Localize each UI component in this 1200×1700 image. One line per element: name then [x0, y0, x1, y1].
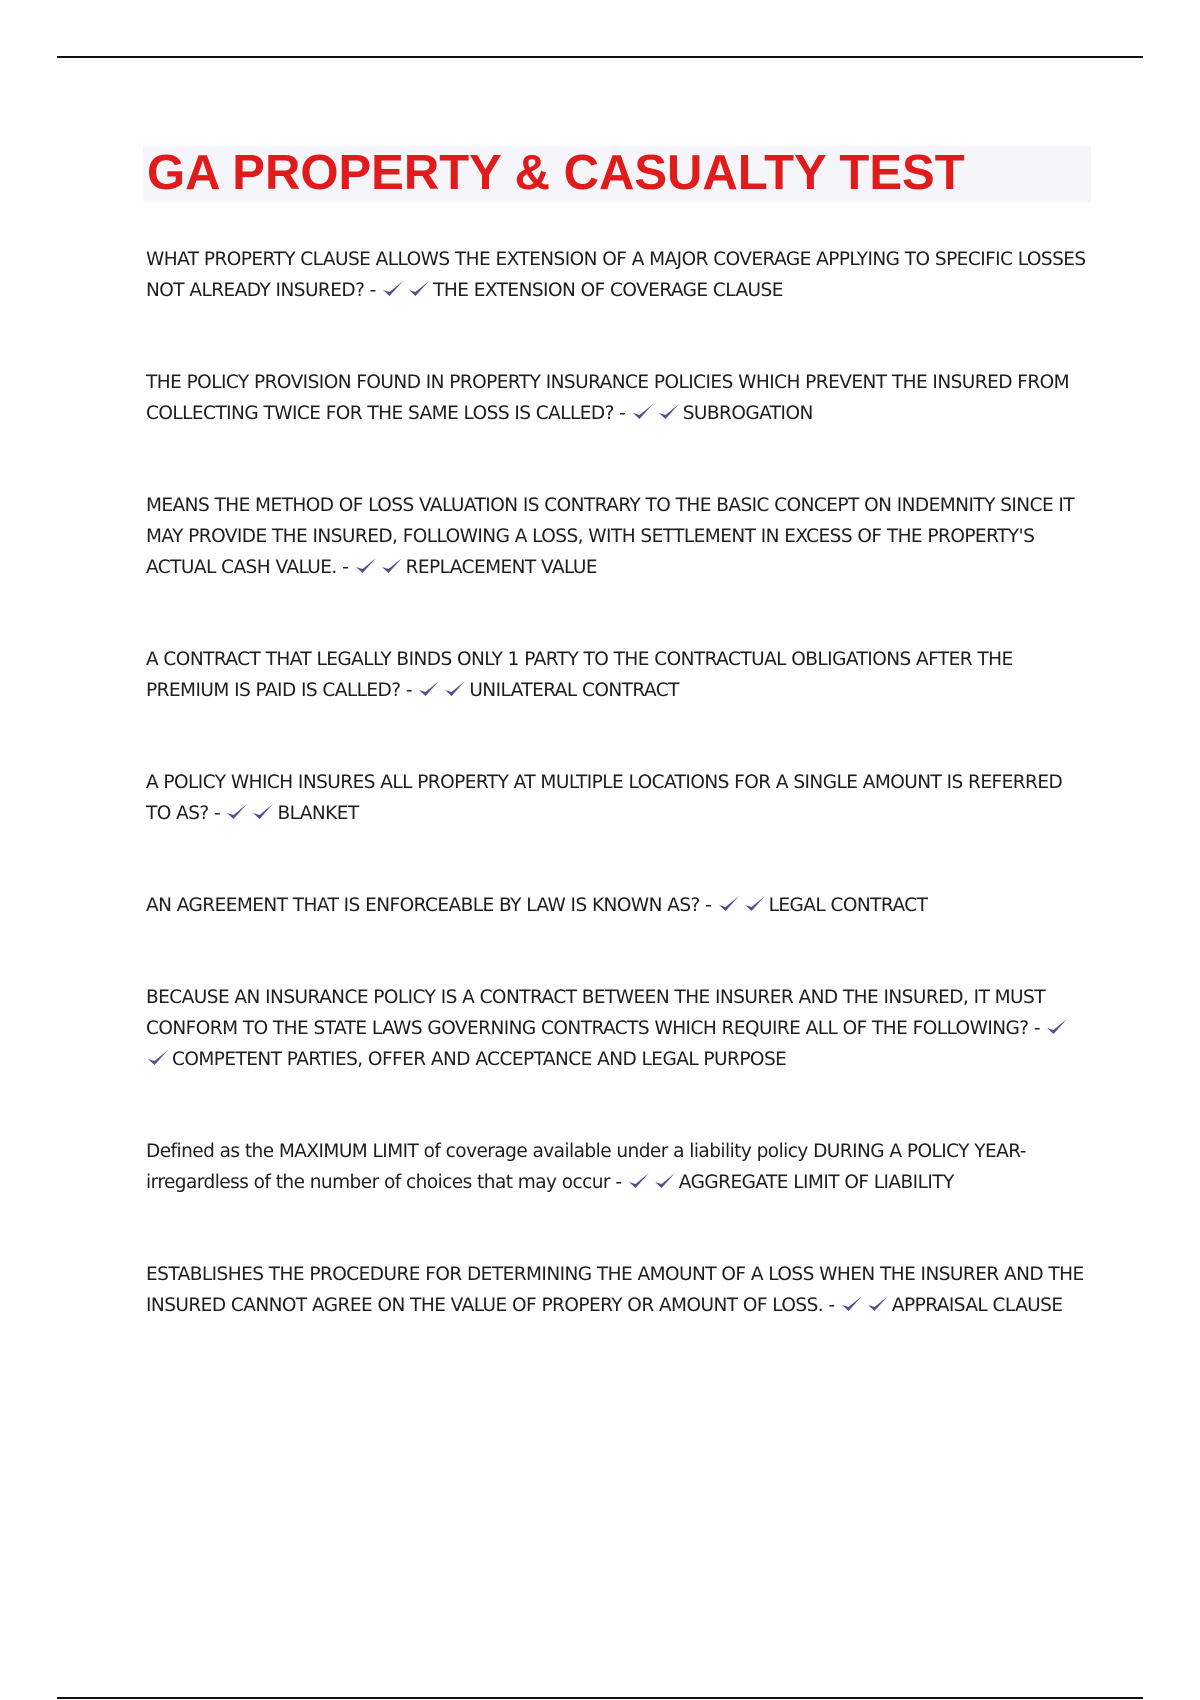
check-icon	[407, 279, 431, 299]
check-icon	[354, 556, 378, 576]
answer-text: THE EXTENSION OF COVERAGE CLAUSE	[433, 280, 783, 301]
document-title: GA PROPERTY & CASUALTY TEST	[147, 146, 965, 200]
answer-text: COMPETENT PARTIES, OFFER AND ACCEPTANCE AND LEGAL PURPOSE	[172, 1049, 787, 1070]
question-text: Defined as the MAXIMUM LIMIT of coverage available under a liability policy DURING A POLICY YEAR- irregardless of the number of choices that may occur -	[146, 1141, 1026, 1193]
qa-item	[146, 644, 1086, 706]
check-icon	[443, 679, 467, 699]
top-rule	[57, 56, 1143, 58]
question-text: ESTABLISHES THE PROCEDURE FOR DETERMINING THE AMOUNT OF A LOSS WHEN THE INSURER AND THE INSURED CANNOT AGREE ON THE VALUE OF PROPERY OR AMOUNT OF LOSS. -	[146, 1264, 1084, 1316]
qa-item	[146, 244, 1086, 306]
answer-text: BLANKET	[277, 803, 359, 824]
check-icon	[653, 1171, 677, 1191]
check-icon	[225, 802, 249, 822]
qa-item	[146, 890, 1086, 921]
qa-item	[146, 1259, 1086, 1321]
qa-list	[146, 244, 1086, 1321]
answer-text: LEGAL CONTRACT	[768, 895, 928, 916]
check-icon	[627, 1171, 651, 1191]
question-text: WHAT PROPERTY CLAUSE ALLOWS THE EXTENSION OF A MAJOR COVERAGE APPLYING TO SPECIFIC LOSSES NOT ALREADY INSURED? -	[146, 249, 1086, 301]
qa-item	[146, 982, 1086, 1075]
qa-item	[146, 490, 1086, 583]
question-text: BECAUSE AN INSURANCE POLICY IS A CONTRACT BETWEEN THE INSURER AND THE INSURED, IT MUST CONFORM TO THE STATE LAWS GOVERNING CONTRACTS WHICH REQUIRE ALL OF THE FOLLOWING? -	[146, 987, 1045, 1039]
check-icon	[417, 679, 441, 699]
qa-item	[146, 367, 1086, 429]
check-icon	[251, 802, 275, 822]
answer-text: REPLACEMENT VALUE	[405, 557, 598, 578]
answer-text: SUBROGATION	[682, 403, 813, 424]
answer-text: AGGREGATE LIMIT OF LIABILITY	[678, 1172, 954, 1193]
qa-item	[146, 1136, 1086, 1198]
answer-text: APPRAISAL CLAUSE	[891, 1295, 1063, 1316]
question-text: A POLICY WHICH INSURES ALL PROPERTY AT MULTIPLE LOCATIONS FOR A SINGLE AMOUNT IS REFERRED TO AS? -	[146, 772, 1063, 824]
check-icon	[381, 279, 405, 299]
check-icon	[1045, 1017, 1069, 1037]
check-icon	[743, 894, 767, 914]
check-icon	[840, 1294, 864, 1314]
check-icon	[631, 402, 655, 422]
question-text: THE POLICY PROVISION FOUND IN PROPERTY INSURANCE POLICIES WHICH PREVENT THE INSURED FROM COLLECTING TWICE FOR THE SAME LOSS IS CALLED? -	[146, 372, 1070, 424]
question-text: AN AGREEMENT THAT IS ENFORCEABLE BY LAW IS KNOWN AS? -	[146, 895, 712, 916]
check-icon	[717, 894, 741, 914]
check-icon	[866, 1294, 890, 1314]
check-icon	[657, 402, 681, 422]
bottom-rule	[57, 1697, 1143, 1699]
question-text: MEANS THE METHOD OF LOSS VALUATION IS CONTRARY TO THE BASIC CONCEPT ON INDEMNITY SINCE IT MAY PROVIDE THE INSURED, FOLLOWING A LOSS, WITH SETTLEMENT IN EXCESS OF THE PROPERTY'S ACTUAL CASH VALUE. -	[146, 495, 1075, 578]
question-text: A CONTRACT THAT LEGALLY BINDS ONLY 1 PARTY TO THE CONTRACTUAL OBLIGATIONS AFTER THE PREMIUM IS PAID IS CALLED? -	[146, 649, 1013, 701]
check-icon	[380, 556, 404, 576]
answer-text: UNILATERAL CONTRACT	[469, 680, 679, 701]
check-icon	[146, 1048, 170, 1068]
qa-item	[146, 767, 1086, 829]
